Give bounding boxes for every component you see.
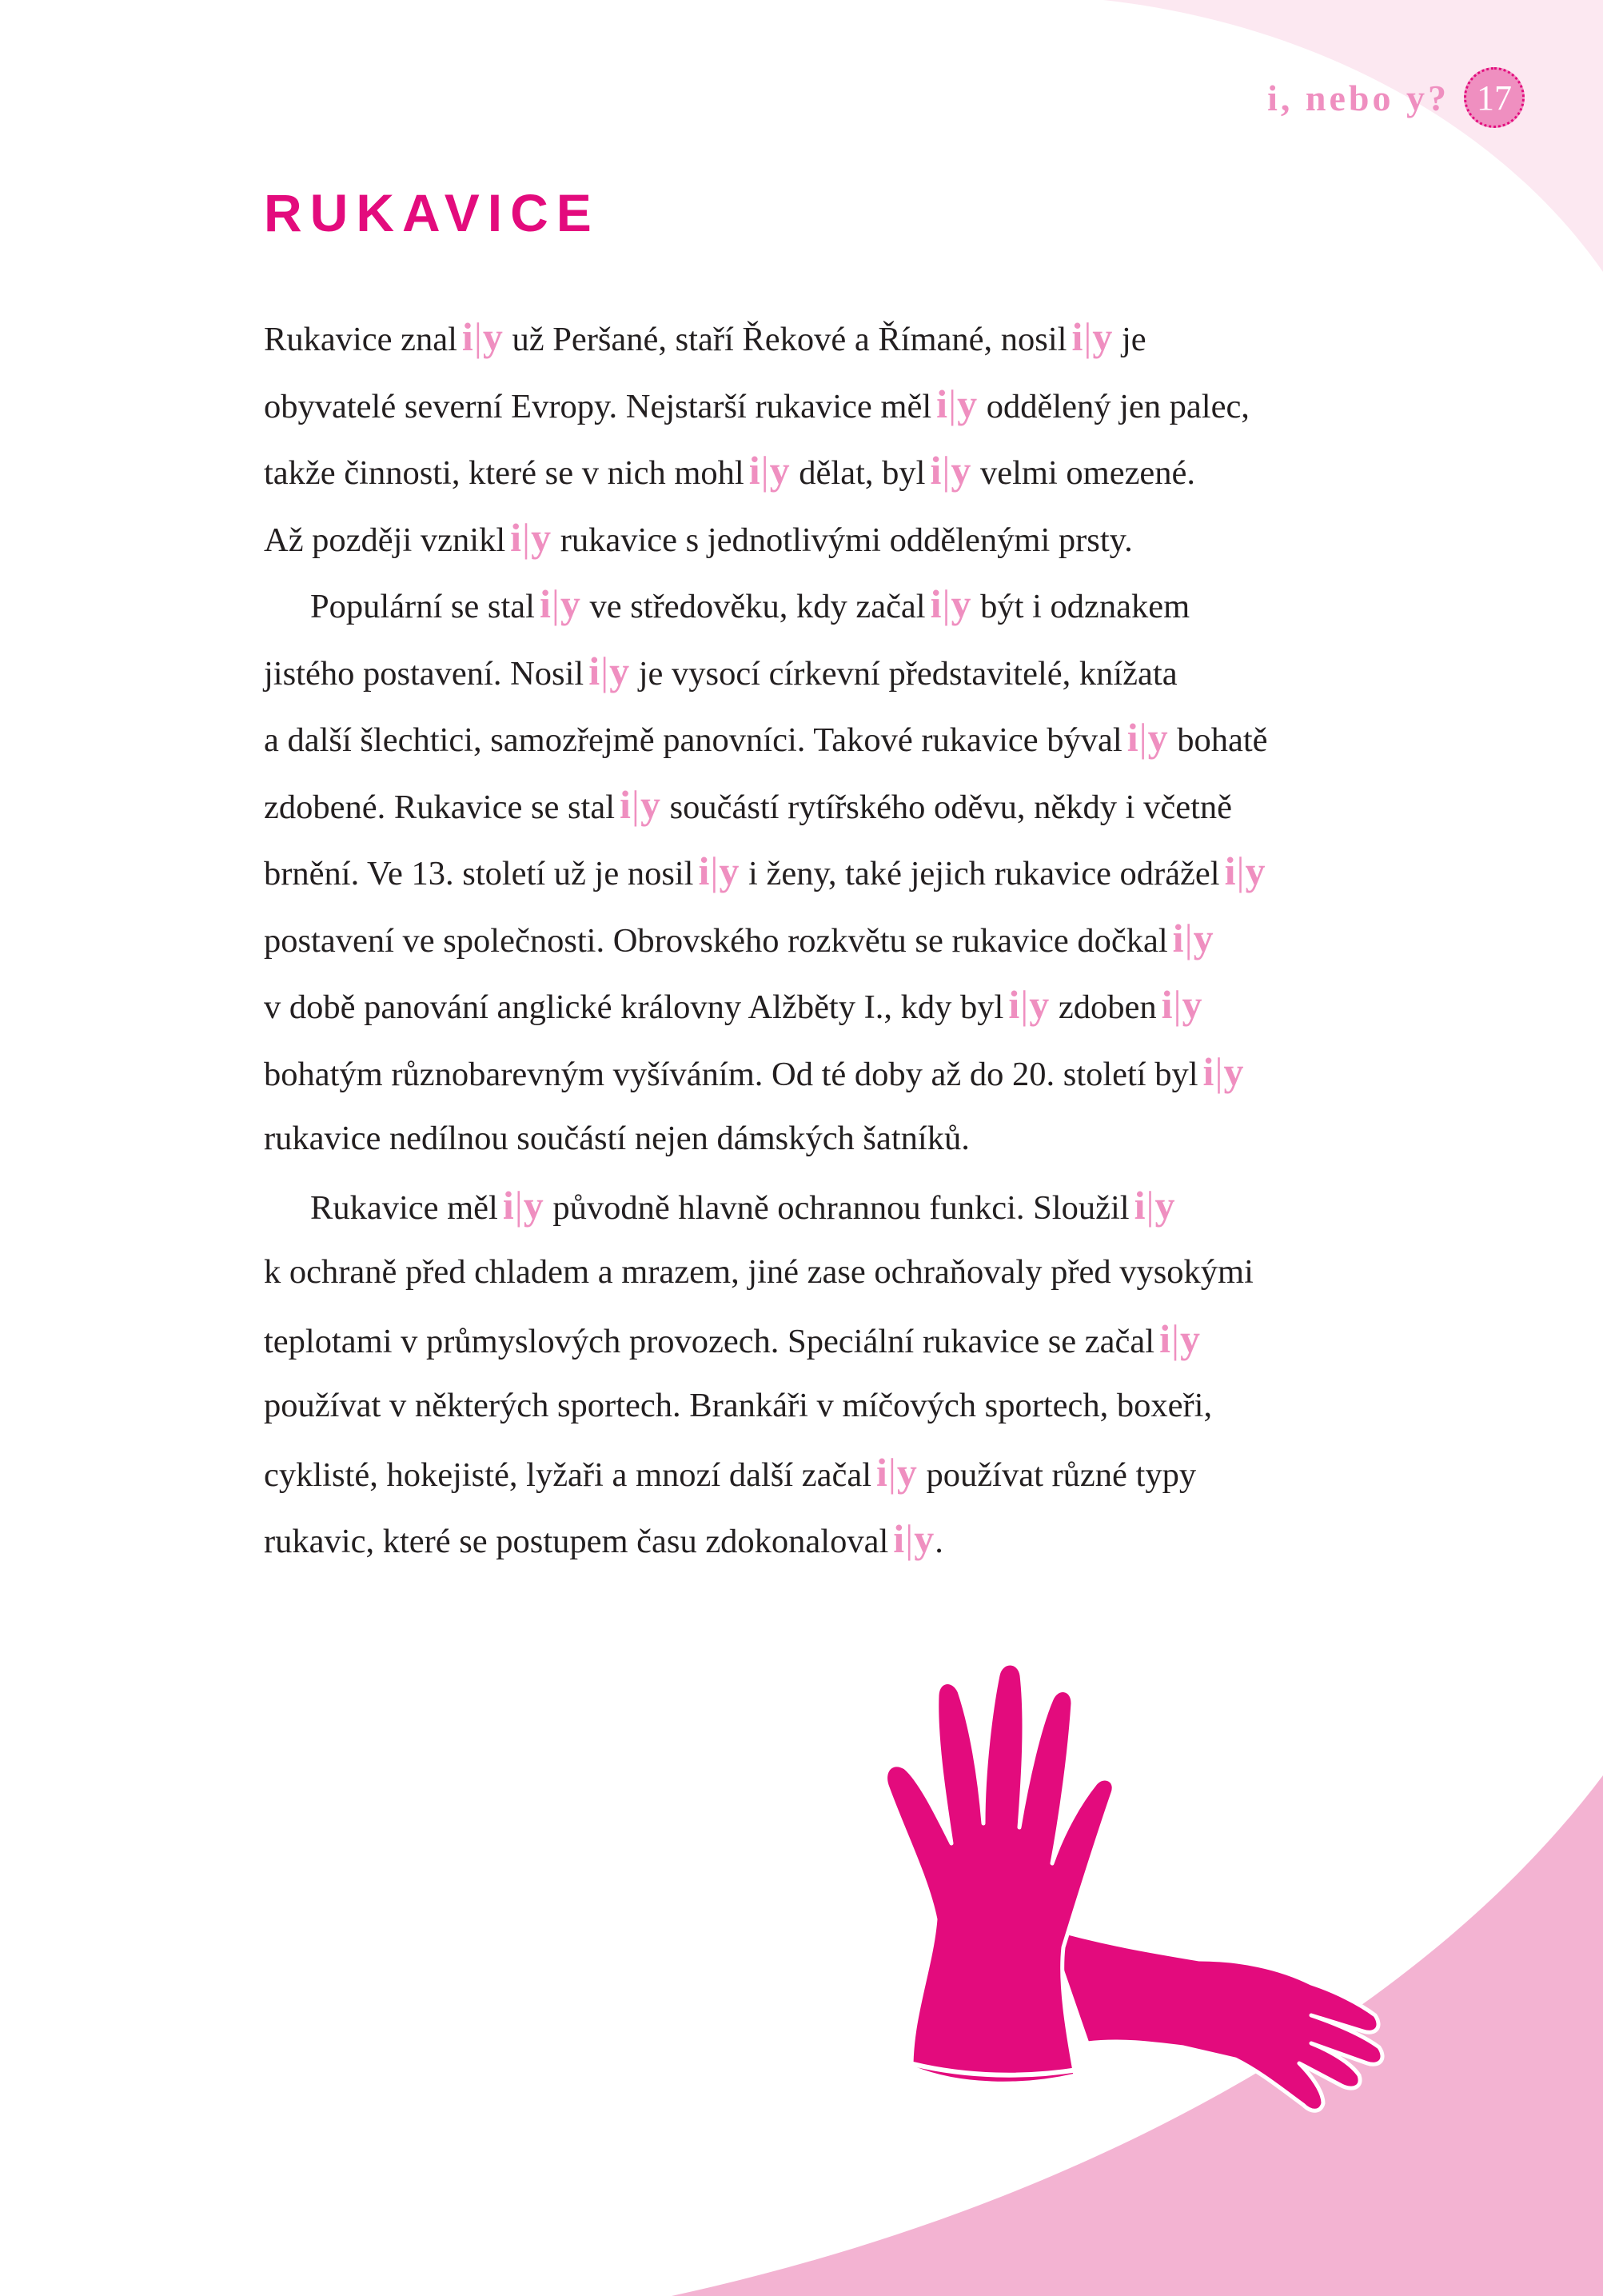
i-y-choice[interactable] [936, 371, 978, 438]
choice-separator: | [514, 1182, 524, 1228]
i-y-choice[interactable] [1134, 1172, 1176, 1240]
choice-i[interactable]: i [1159, 1316, 1171, 1361]
text-segment: ve středověku, kdy začal [580, 588, 926, 625]
text-line [264, 1239, 1463, 1306]
page-title: RUKAVICE [264, 183, 600, 242]
back-glove [1046, 1927, 1382, 2110]
text-segment: Rukavice měl [310, 1188, 498, 1227]
text-line [264, 437, 1463, 505]
running-head [1267, 67, 1525, 128]
choice-y[interactable]: y [951, 448, 972, 493]
text-segment: Až později vznikl [264, 521, 506, 559]
choice-i[interactable]: i [1126, 715, 1139, 760]
choice-separator: | [631, 781, 640, 827]
i-y-choice[interactable] [1162, 972, 1203, 1039]
choice-i[interactable]: i [1134, 1182, 1146, 1228]
choice-separator: | [1083, 314, 1093, 359]
i-y-choice[interactable] [1071, 304, 1113, 371]
i-y-choice[interactable] [503, 1172, 544, 1240]
text-segment: rukavice s jednotlivými oddělenými prsty. [552, 521, 1133, 559]
choice-i[interactable]: i [930, 581, 943, 626]
choice-separator: | [1020, 982, 1030, 1027]
article-text [264, 304, 1463, 1573]
text-line [264, 838, 1463, 905]
text-segment: součástí rytířského oděvu, někdy i včetně [660, 788, 1232, 826]
text-segment: i ženy, také jejich rukavice odrážel [740, 855, 1220, 892]
text-segment: původně hlavně ochrannou funkci. Sloužil [544, 1188, 1130, 1227]
choice-y[interactable]: y [1147, 715, 1169, 760]
choice-i[interactable]: i [461, 314, 474, 359]
choice-i[interactable]: i [539, 581, 552, 626]
text-segment: takže činnosti, které se v nich mohl [264, 454, 744, 492]
text-segment: a další šlechtici, samozřejmě panovníci. Takové rukavice býval [264, 721, 1122, 759]
choice-i[interactable]: i [1224, 849, 1237, 893]
text-line [264, 772, 1463, 839]
choice-y[interactable]: y [1154, 1182, 1176, 1228]
choice-y[interactable]: y [1182, 982, 1203, 1027]
choice-y[interactable]: y [1029, 982, 1051, 1027]
choice-y[interactable]: y [1179, 1316, 1201, 1361]
choice-separator: | [760, 448, 770, 493]
text-segment: cyklisté, hokejisté, lyžaři a mnozí další začal [264, 1455, 871, 1494]
choice-y[interactable]: y [1245, 849, 1266, 893]
choice-separator: | [473, 314, 483, 359]
choice-i[interactable]: i [748, 448, 761, 493]
i-y-choice[interactable] [930, 437, 971, 505]
text-segment: zdoben [1050, 988, 1157, 1026]
choice-y[interactable]: y [640, 781, 661, 827]
i-y-choice[interactable] [698, 838, 740, 905]
choice-separator: | [1214, 1048, 1224, 1094]
choice-i[interactable]: i [510, 514, 523, 560]
choice-separator: | [710, 849, 720, 893]
choice-y[interactable]: y [896, 1449, 918, 1495]
page-number: 17 [1464, 67, 1525, 128]
i-y-choice[interactable] [1225, 838, 1266, 905]
choice-i[interactable]: i [893, 1516, 906, 1561]
text-line [264, 304, 1463, 371]
i-y-choice[interactable] [893, 1506, 935, 1573]
choice-y[interactable]: y [1193, 915, 1214, 960]
choice-y[interactable]: y [1223, 1048, 1245, 1094]
text-segment: už Peršané, staří Řekové a Římané, nosil [503, 321, 1067, 358]
choice-y[interactable]: y [531, 514, 552, 560]
choice-i[interactable]: i [588, 648, 601, 693]
i-y-choice[interactable] [462, 304, 504, 371]
choice-i[interactable]: i [876, 1449, 888, 1495]
choice-y[interactable]: y [1092, 314, 1114, 359]
text-segment: používat v některých sportech. Brankáři v míčových sportech, boxeři, [264, 1387, 1213, 1424]
top-right-pink-curve [1103, 0, 1603, 272]
choice-y[interactable]: y [609, 648, 631, 693]
choice-y[interactable]: y [951, 581, 972, 626]
running-title: i, nebo y? [1267, 77, 1449, 118]
choice-separator: | [1170, 1316, 1180, 1361]
text-segment: být i odznakem [971, 588, 1190, 625]
choice-y[interactable]: y [769, 448, 791, 493]
choice-i[interactable]: i [1161, 982, 1174, 1027]
text-line [264, 1506, 1463, 1573]
text-segment: dělat, byl [790, 454, 926, 492]
choice-separator: | [522, 514, 532, 560]
choice-y[interactable]: y [719, 849, 740, 893]
choice-separator: | [1236, 849, 1246, 893]
text-segment: k ochraně před chladem a mrazem, jiné zase ochraňovaly před vysokými [264, 1253, 1254, 1291]
text-segment: postavení ve společnosti. Obrovského rozkvětu se rukavice dočkal [264, 921, 1168, 960]
text-segment: obyvatelé severní Evropy. Nejstarší rukavice měl [264, 387, 932, 425]
choice-y[interactable]: y [957, 381, 979, 426]
text-line [264, 1372, 1463, 1439]
choice-y[interactable]: y [482, 314, 504, 359]
text-segment: je [1113, 321, 1146, 358]
text-line [264, 638, 1463, 705]
text-segment: bohatým různobarevným vyšíváním. Od té doby až do 20. století byl [264, 1055, 1198, 1093]
text-segment: je vysocí církevní představitelé, knížata [630, 654, 1178, 693]
i-y-choice[interactable] [588, 638, 630, 705]
choice-y[interactable]: y [560, 581, 581, 626]
choice-separator: | [1184, 915, 1194, 960]
choice-i[interactable]: i [1202, 1048, 1215, 1094]
text-segment: zdobené. Rukavice se stal [264, 788, 616, 826]
choice-separator: | [1146, 1182, 1155, 1228]
text-segment: bohatě [1168, 721, 1268, 759]
text-segment: Rukavice znal [264, 321, 457, 358]
text-segment: Populární se stal [310, 588, 535, 625]
text-segment: rukavice nedílnou součástí nejen dámských šatníků. [264, 1120, 970, 1157]
choice-separator: | [942, 448, 951, 493]
i-y-choice[interactable] [620, 772, 661, 839]
text-line [264, 705, 1463, 772]
text-line [264, 905, 1463, 972]
choice-i[interactable]: i [698, 849, 711, 893]
text-line [264, 1439, 1463, 1507]
i-y-choice[interactable] [1159, 1306, 1201, 1373]
text-line [264, 571, 1463, 638]
i-y-choice[interactable] [1203, 1039, 1245, 1106]
choice-separator: | [948, 381, 958, 426]
choice-i[interactable]: i [1008, 982, 1021, 1027]
i-y-choice[interactable] [749, 437, 791, 505]
text-segment: . [935, 1523, 943, 1560]
choice-i[interactable]: i [502, 1182, 515, 1228]
text-segment: jistého postavení. Nosil [264, 654, 584, 693]
text-line [264, 1172, 1463, 1240]
text-line [264, 1105, 1463, 1172]
text-line [264, 505, 1463, 572]
text-segment: velmi omezené. [971, 454, 1196, 492]
choice-separator: | [905, 1516, 915, 1561]
text-line [264, 972, 1463, 1039]
choice-i[interactable]: i [620, 781, 632, 827]
choice-i[interactable]: i [930, 448, 943, 493]
choice-separator: | [887, 1449, 897, 1495]
choice-y[interactable]: y [523, 1182, 544, 1228]
choice-separator: | [1138, 715, 1148, 760]
i-y-choice[interactable] [510, 505, 552, 572]
text-segment: rukavic, které se postupem času zdokonaloval [264, 1523, 889, 1560]
choice-separator: | [1173, 982, 1182, 1027]
choice-separator: | [942, 581, 951, 626]
text-line [264, 371, 1463, 438]
gloves-icon [863, 1639, 1407, 2199]
choice-separator: | [600, 648, 610, 693]
i-y-choice[interactable] [931, 571, 972, 638]
text-segment: oddělený jen palec, [978, 387, 1250, 425]
text-segment: brnění. Ve 13. století už je nosil [264, 855, 694, 892]
choice-y[interactable]: y [914, 1516, 935, 1561]
choice-i[interactable]: i [936, 381, 949, 426]
choice-separator: | [551, 581, 560, 626]
text-line [264, 1306, 1463, 1373]
text-segment: používat různé typy [917, 1455, 1197, 1494]
i-y-choice[interactable] [1173, 905, 1214, 972]
text-segment: teplotami v průmyslových provozech. Speciální rukavice se začal [264, 1322, 1155, 1360]
text-segment: v době panování anglické královny Alžběty I., kdy byl [264, 988, 1004, 1026]
choice-i[interactable]: i [1071, 314, 1084, 359]
choice-i[interactable]: i [1172, 915, 1185, 960]
text-line [264, 1039, 1463, 1106]
i-y-choice[interactable] [876, 1439, 918, 1507]
i-y-choice[interactable] [1008, 972, 1050, 1039]
i-y-choice[interactable] [1127, 705, 1169, 772]
i-y-choice[interactable] [540, 571, 581, 638]
